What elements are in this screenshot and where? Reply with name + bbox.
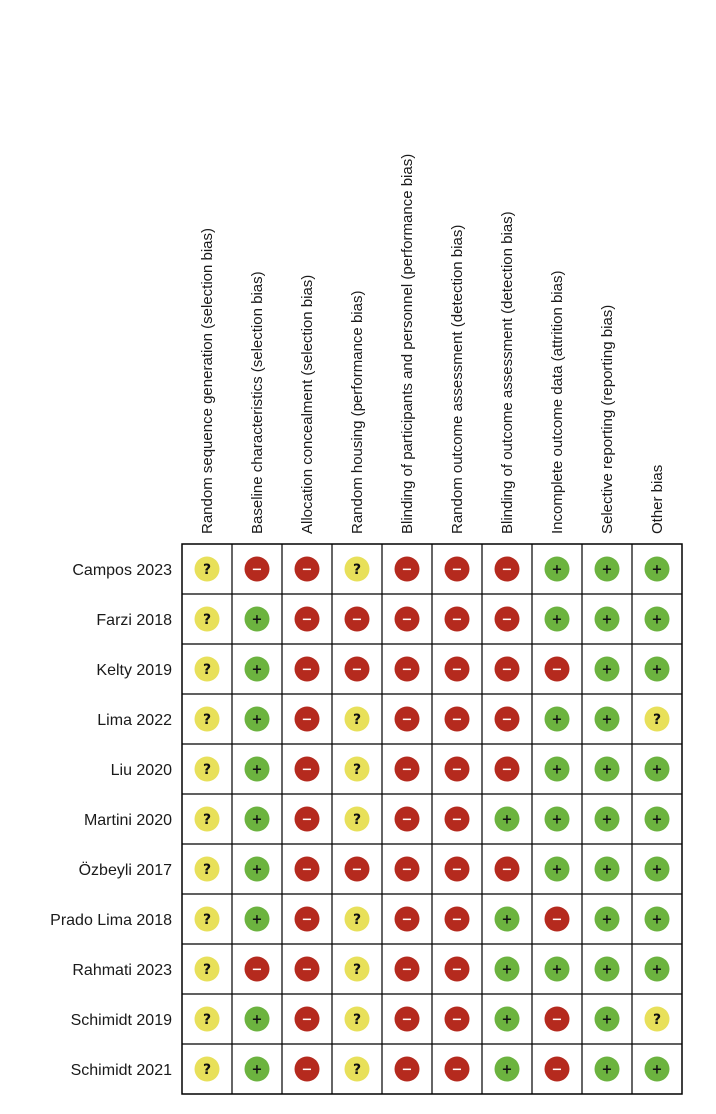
low-risk-mark <box>495 1007 520 1032</box>
unclear-risk-symbol: ? <box>352 812 362 828</box>
low-risk-mark <box>595 857 620 882</box>
low-risk-symbol: + <box>601 812 613 828</box>
low-risk-mark <box>245 707 270 732</box>
unclear-risk-mark <box>345 757 370 782</box>
high-risk-mark <box>445 607 470 632</box>
low-risk-mark <box>545 757 570 782</box>
low-risk-mark <box>245 807 270 832</box>
high-risk-mark <box>295 957 320 982</box>
high-risk-mark <box>445 757 470 782</box>
unclear-risk-symbol: ? <box>352 912 362 928</box>
low-risk-mark <box>545 707 570 732</box>
low-risk-mark <box>245 1057 270 1082</box>
low-risk-mark <box>545 957 570 982</box>
high-risk-mark <box>245 957 270 982</box>
low-risk-symbol: + <box>651 562 663 578</box>
low-risk-mark <box>545 807 570 832</box>
study-label: Rahmati 2023 <box>72 962 172 979</box>
low-risk-mark <box>645 1057 670 1082</box>
unclear-risk-symbol: ? <box>352 962 362 978</box>
high-risk-mark <box>445 1057 470 1082</box>
high-risk-symbol: − <box>451 962 463 978</box>
unclear-risk-symbol: ? <box>202 712 212 728</box>
low-risk-mark <box>245 907 270 932</box>
low-risk-symbol: + <box>651 862 663 878</box>
study-label: Schimidt 2019 <box>70 1012 172 1029</box>
column-headers <box>199 154 666 534</box>
high-risk-mark <box>495 757 520 782</box>
unclear-risk-symbol: ? <box>202 662 212 678</box>
low-risk-mark <box>595 957 620 982</box>
unclear-risk-symbol: ? <box>652 712 662 728</box>
low-risk-symbol: + <box>251 1062 263 1078</box>
unclear-risk-mark <box>195 607 220 632</box>
study-label: Lima 2022 <box>97 712 172 729</box>
column-header-8: Incomplete outcome data (attrition bias) <box>549 270 566 534</box>
low-risk-mark <box>645 907 670 932</box>
unclear-risk-mark <box>345 907 370 932</box>
high-risk-mark <box>445 557 470 582</box>
low-risk-symbol: + <box>601 862 613 878</box>
high-risk-mark <box>295 857 320 882</box>
high-risk-symbol: − <box>451 812 463 828</box>
high-risk-symbol: − <box>301 912 313 928</box>
high-risk-symbol: − <box>351 662 363 678</box>
low-risk-mark <box>245 657 270 682</box>
low-risk-symbol: + <box>601 962 613 978</box>
high-risk-mark <box>445 657 470 682</box>
low-risk-symbol: + <box>551 562 563 578</box>
high-risk-mark <box>445 857 470 882</box>
low-risk-mark <box>645 807 670 832</box>
high-risk-mark <box>295 607 320 632</box>
high-risk-mark <box>545 907 570 932</box>
high-risk-symbol: − <box>251 962 263 978</box>
high-risk-symbol: − <box>401 1012 413 1028</box>
unclear-risk-symbol: ? <box>202 612 212 628</box>
high-risk-mark <box>395 657 420 682</box>
high-risk-mark <box>395 757 420 782</box>
high-risk-mark <box>495 657 520 682</box>
low-risk-mark <box>595 1007 620 1032</box>
high-risk-symbol: − <box>451 562 463 578</box>
low-risk-symbol: + <box>251 612 263 628</box>
low-risk-symbol: + <box>501 1062 513 1078</box>
high-risk-mark <box>445 957 470 982</box>
high-risk-mark <box>395 1007 420 1032</box>
high-risk-symbol: − <box>401 712 413 728</box>
high-risk-symbol: − <box>451 912 463 928</box>
study-label: Kelty 2019 <box>96 662 172 679</box>
unclear-risk-symbol: ? <box>352 562 362 578</box>
unclear-risk-symbol: ? <box>202 912 212 928</box>
column-header-1: Random sequence generation (selection bias) <box>199 227 216 534</box>
study-label: Martini 2020 <box>83 812 172 829</box>
high-risk-mark <box>445 707 470 732</box>
unclear-risk-mark <box>345 807 370 832</box>
low-risk-mark <box>545 857 570 882</box>
high-risk-mark <box>445 807 470 832</box>
low-risk-mark <box>245 1007 270 1032</box>
low-risk-mark <box>545 607 570 632</box>
low-risk-mark <box>595 657 620 682</box>
low-risk-mark <box>645 657 670 682</box>
high-risk-mark <box>345 657 370 682</box>
high-risk-symbol: − <box>251 562 263 578</box>
unclear-risk-symbol: ? <box>202 862 212 878</box>
high-risk-mark <box>245 557 270 582</box>
high-risk-symbol: − <box>301 962 313 978</box>
unclear-risk-mark <box>195 807 220 832</box>
high-risk-symbol: − <box>501 862 513 878</box>
low-risk-mark <box>545 557 570 582</box>
unclear-risk-mark <box>195 1057 220 1082</box>
low-risk-mark <box>245 857 270 882</box>
high-risk-mark <box>495 857 520 882</box>
high-risk-mark <box>295 757 320 782</box>
high-risk-mark <box>295 557 320 582</box>
study-label: Liu 2020 <box>110 762 172 779</box>
row-labels <box>50 562 172 1079</box>
low-risk-mark <box>245 607 270 632</box>
low-risk-mark <box>495 957 520 982</box>
high-risk-symbol: − <box>301 812 313 828</box>
high-risk-mark <box>295 657 320 682</box>
high-risk-mark <box>395 807 420 832</box>
low-risk-symbol: + <box>501 812 513 828</box>
low-risk-symbol: + <box>651 762 663 778</box>
unclear-risk-mark <box>345 1057 370 1082</box>
low-risk-symbol: + <box>251 662 263 678</box>
unclear-risk-mark <box>195 657 220 682</box>
low-risk-symbol: + <box>651 962 663 978</box>
high-risk-mark <box>395 907 420 932</box>
unclear-risk-mark <box>195 1007 220 1032</box>
high-risk-symbol: − <box>451 1012 463 1028</box>
low-risk-symbol: + <box>551 612 563 628</box>
unclear-risk-mark <box>195 857 220 882</box>
low-risk-symbol: + <box>601 662 613 678</box>
high-risk-mark <box>395 607 420 632</box>
high-risk-mark <box>545 1007 570 1032</box>
low-risk-symbol: + <box>601 912 613 928</box>
high-risk-mark <box>445 1007 470 1032</box>
unclear-risk-mark <box>195 707 220 732</box>
high-risk-symbol: − <box>301 712 313 728</box>
high-risk-mark <box>445 907 470 932</box>
low-risk-symbol: + <box>551 962 563 978</box>
high-risk-mark <box>495 557 520 582</box>
low-risk-symbol: + <box>251 712 263 728</box>
low-risk-symbol: + <box>501 1012 513 1028</box>
unclear-risk-mark <box>345 557 370 582</box>
study-label: Campos 2023 <box>72 562 172 579</box>
column-header-9: Selective reporting (reporting bias) <box>599 304 616 534</box>
high-risk-symbol: − <box>301 1012 313 1028</box>
low-risk-mark <box>495 807 520 832</box>
high-risk-symbol: − <box>551 1012 563 1028</box>
low-risk-symbol: + <box>601 612 613 628</box>
low-risk-mark <box>245 757 270 782</box>
high-risk-mark <box>545 1057 570 1082</box>
high-risk-symbol: − <box>501 662 513 678</box>
low-risk-mark <box>645 857 670 882</box>
unclear-risk-mark <box>345 1007 370 1032</box>
low-risk-mark <box>595 807 620 832</box>
high-risk-mark <box>495 607 520 632</box>
low-risk-symbol: + <box>651 662 663 678</box>
unclear-risk-symbol: ? <box>202 1062 212 1078</box>
low-risk-symbol: + <box>251 912 263 928</box>
column-header-5: Blinding of participants and personnel (performance bias) <box>399 153 416 534</box>
low-risk-symbol: + <box>601 1062 613 1078</box>
unclear-risk-symbol: ? <box>652 1012 662 1028</box>
high-risk-symbol: − <box>401 662 413 678</box>
high-risk-symbol: − <box>301 862 313 878</box>
high-risk-symbol: − <box>301 612 313 628</box>
high-risk-symbol: − <box>501 712 513 728</box>
column-header-4: Random housing (performance bias) <box>349 290 366 534</box>
low-risk-symbol: + <box>651 912 663 928</box>
unclear-risk-mark <box>195 907 220 932</box>
high-risk-symbol: − <box>451 762 463 778</box>
low-risk-mark <box>595 607 620 632</box>
low-risk-symbol: + <box>601 762 613 778</box>
high-risk-symbol: − <box>451 712 463 728</box>
high-risk-symbol: − <box>401 862 413 878</box>
low-risk-symbol: + <box>551 762 563 778</box>
low-risk-mark <box>495 907 520 932</box>
high-risk-symbol: − <box>401 1062 413 1078</box>
high-risk-symbol: − <box>401 912 413 928</box>
column-header-10: Other bias <box>649 464 666 534</box>
low-risk-mark <box>595 707 620 732</box>
study-label: Özbeyli 2017 <box>78 862 172 879</box>
high-risk-mark <box>395 1057 420 1082</box>
low-risk-mark <box>595 907 620 932</box>
unclear-risk-symbol: ? <box>202 1012 212 1028</box>
high-risk-mark <box>545 657 570 682</box>
column-header-6: Random outcome assessment (detection bias) <box>449 224 466 534</box>
unclear-risk-mark <box>345 957 370 982</box>
low-risk-symbol: + <box>601 562 613 578</box>
high-risk-symbol: − <box>401 762 413 778</box>
column-header-7: Blinding of outcome assessment (detection bias) <box>499 211 516 534</box>
high-risk-symbol: − <box>551 1062 563 1078</box>
low-risk-mark <box>645 757 670 782</box>
high-risk-symbol: − <box>451 862 463 878</box>
low-risk-symbol: + <box>551 862 563 878</box>
high-risk-mark <box>345 857 370 882</box>
unclear-risk-mark <box>195 957 220 982</box>
column-header-3: Allocation concealment (selection bias) <box>299 274 316 534</box>
low-risk-symbol: + <box>251 812 263 828</box>
high-risk-symbol: − <box>501 612 513 628</box>
high-risk-mark <box>295 907 320 932</box>
high-risk-mark <box>295 1057 320 1082</box>
low-risk-symbol: + <box>251 1012 263 1028</box>
unclear-risk-symbol: ? <box>352 762 362 778</box>
unclear-risk-symbol: ? <box>352 712 362 728</box>
high-risk-symbol: − <box>401 962 413 978</box>
high-risk-symbol: − <box>401 812 413 828</box>
low-risk-mark <box>495 1057 520 1082</box>
high-risk-mark <box>395 857 420 882</box>
unclear-risk-mark <box>195 757 220 782</box>
high-risk-symbol: − <box>501 762 513 778</box>
high-risk-mark <box>495 707 520 732</box>
high-risk-symbol: − <box>301 762 313 778</box>
low-risk-symbol: + <box>251 762 263 778</box>
low-risk-symbol: + <box>501 962 513 978</box>
low-risk-mark <box>595 1057 620 1082</box>
unclear-risk-mark <box>645 707 670 732</box>
unclear-risk-mark <box>195 557 220 582</box>
high-risk-symbol: − <box>401 562 413 578</box>
high-risk-mark <box>295 807 320 832</box>
low-risk-symbol: + <box>651 812 663 828</box>
low-risk-symbol: + <box>551 712 563 728</box>
low-risk-symbol: + <box>651 1062 663 1078</box>
low-risk-mark <box>645 607 670 632</box>
high-risk-symbol: − <box>451 662 463 678</box>
low-risk-mark <box>645 957 670 982</box>
low-risk-symbol: + <box>601 712 613 728</box>
unclear-risk-symbol: ? <box>202 812 212 828</box>
low-risk-symbol: + <box>651 612 663 628</box>
high-risk-symbol: − <box>301 1062 313 1078</box>
high-risk-mark <box>395 557 420 582</box>
high-risk-mark <box>345 607 370 632</box>
high-risk-symbol: − <box>301 562 313 578</box>
low-risk-symbol: + <box>251 862 263 878</box>
high-risk-symbol: − <box>401 612 413 628</box>
unclear-risk-symbol: ? <box>352 1062 362 1078</box>
high-risk-symbol: − <box>351 612 363 628</box>
high-risk-symbol: − <box>501 562 513 578</box>
column-header-2: Baseline characteristics (selection bias) <box>249 271 266 534</box>
high-risk-symbol: − <box>551 662 563 678</box>
low-risk-symbol: + <box>501 912 513 928</box>
low-risk-mark <box>645 557 670 582</box>
high-risk-mark <box>395 707 420 732</box>
high-risk-mark <box>395 957 420 982</box>
high-risk-mark <box>295 1007 320 1032</box>
high-risk-mark <box>295 707 320 732</box>
high-risk-symbol: − <box>301 662 313 678</box>
unclear-risk-symbol: ? <box>202 562 212 578</box>
unclear-risk-symbol: ? <box>352 1012 362 1028</box>
high-risk-symbol: − <box>551 912 563 928</box>
high-risk-symbol: − <box>351 862 363 878</box>
unclear-risk-symbol: ? <box>202 762 212 778</box>
high-risk-symbol: − <box>451 612 463 628</box>
unclear-risk-mark <box>645 1007 670 1032</box>
study-label: Farzi 2018 <box>96 612 172 629</box>
unclear-risk-mark <box>345 707 370 732</box>
low-risk-symbol: + <box>601 1012 613 1028</box>
low-risk-symbol: + <box>551 812 563 828</box>
low-risk-mark <box>595 757 620 782</box>
study-label: Prado Lima 2018 <box>50 912 172 929</box>
unclear-risk-symbol: ? <box>202 962 212 978</box>
low-risk-mark <box>595 557 620 582</box>
high-risk-symbol: − <box>451 1062 463 1078</box>
study-label: Schimidt 2021 <box>70 1062 172 1079</box>
